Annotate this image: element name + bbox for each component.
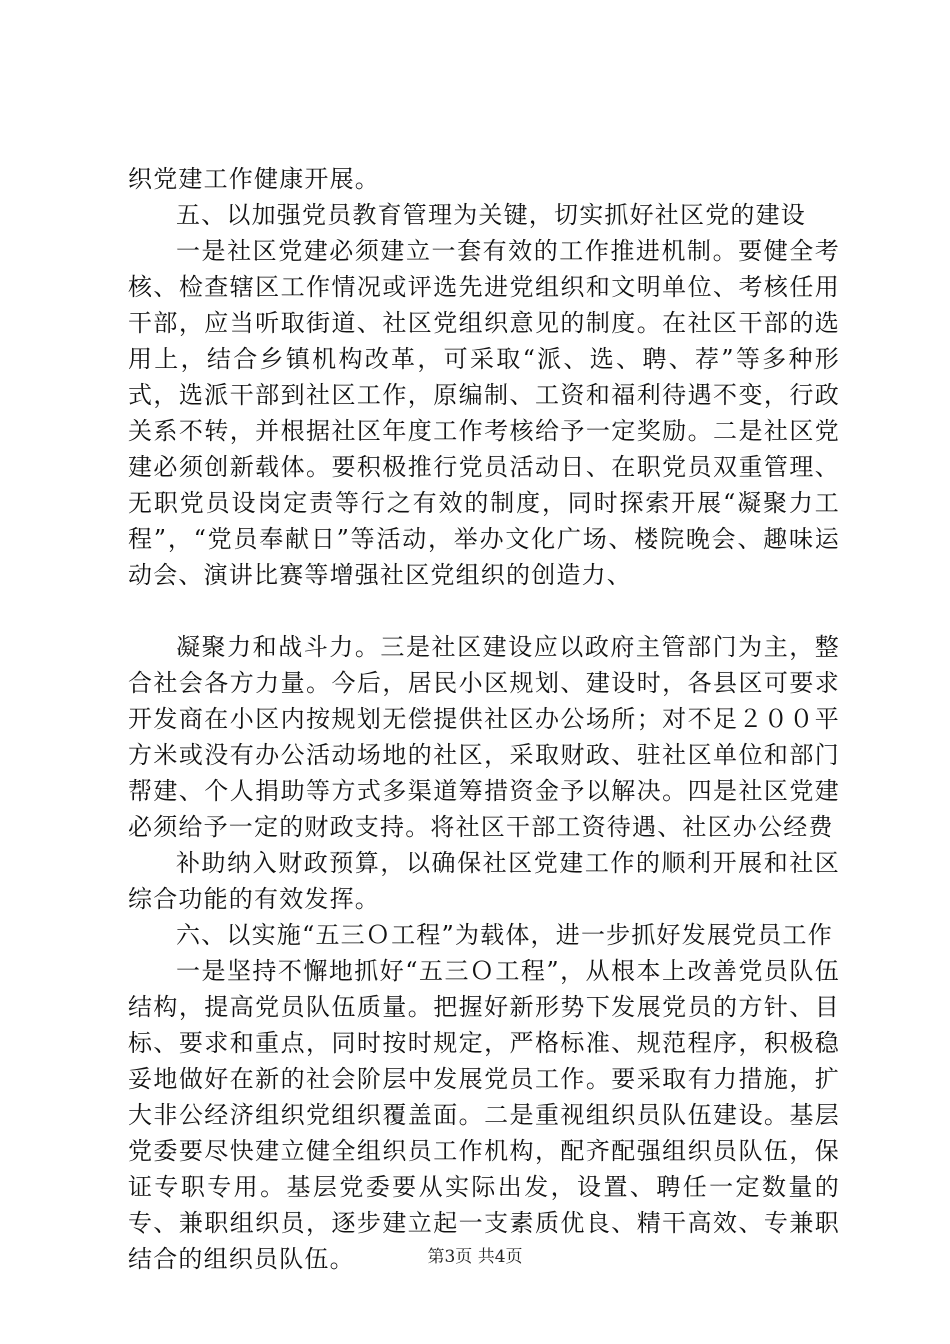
paragraph: 凝聚力和战斗力。三是社区建设应以政府主管部门为主，整合社会各方力量。今后，居民小区规划、建设时，各县区可要求开发商在小区内按规划无偿提供社区办公场所；对不足２００平方米或没有办公活动场地的社区，采取财政、驻社区单位和部门帮建、个人捐助等方式多渠道筹措资金予以解决。四是社区党建必须给予一定的财政支持。将社区干部工资待遇、社区办公经费	[128, 633, 840, 841]
paragraph: 一是社区党建必须建立一套有效的工作推进机制。要健全考核、检查辖区工作情况或评选先进党组织和文明单位、考核任用干部，应当听取街道、社区党组织意见的制度。在社区干部的选用上，结合乡镇机构改革，可采取“派、选、聘、荐”等多种形式，选派干部到社区工作，原编制、工资和福利待遇不变，行政关系不转，并根据社区年度工作考核给予一定奖励。二是社区党建必须创新载体。要积极推行党员活动日、在职党员双重管理、无职党员设岗定责等行之有效的制度，同时探索开展“凝聚力工程”，“党员奉献日”等活动，举办文化广场、楼院晚会、趣味运动会、演讲比赛等增强社区党组织的创造力、	[128, 237, 840, 589]
paragraph: 补助纳入财政预算，以确保社区党建工作的顺利开展和社区综合功能的有效发挥。	[128, 849, 840, 913]
paragraph: 一是坚持不懈地抓好“五三Ｏ工程”，从根本上改善党员队伍结构，提高党员队伍质量。把握好新形势下发展党员的方针、目标、要求和重点，同时按时规定，严格标准、规范程序，积极稳妥地做好在新的社会阶层中发展党员工作。要采取有力措施，扩大非公经济组织党组织覆盖面。二是重视组织员队伍建设。基层党委要尽快建立健全组织员工作机构，配齐配强组织员队伍，保证专职专用。基层党委要从实际出发，设置、聘任一定数量的专、兼职组织员，逐步建立起一支素质优良、精干高效、专兼职结合的组织员队伍。	[128, 957, 840, 1273]
paragraph-continuation: 织党建工作健康开展。	[128, 165, 380, 193]
page-number-footer: 第3页 共4页	[427, 1247, 523, 1267]
document-body	[128, 161, 840, 1277]
section-heading-six: 六、以实施“五三Ｏ工程”为载体，进一步抓好发展党员工作	[176, 921, 833, 949]
section-heading-five: 五、以加强党员教育管理为关键，切实抓好社区党的建设	[176, 201, 806, 229]
